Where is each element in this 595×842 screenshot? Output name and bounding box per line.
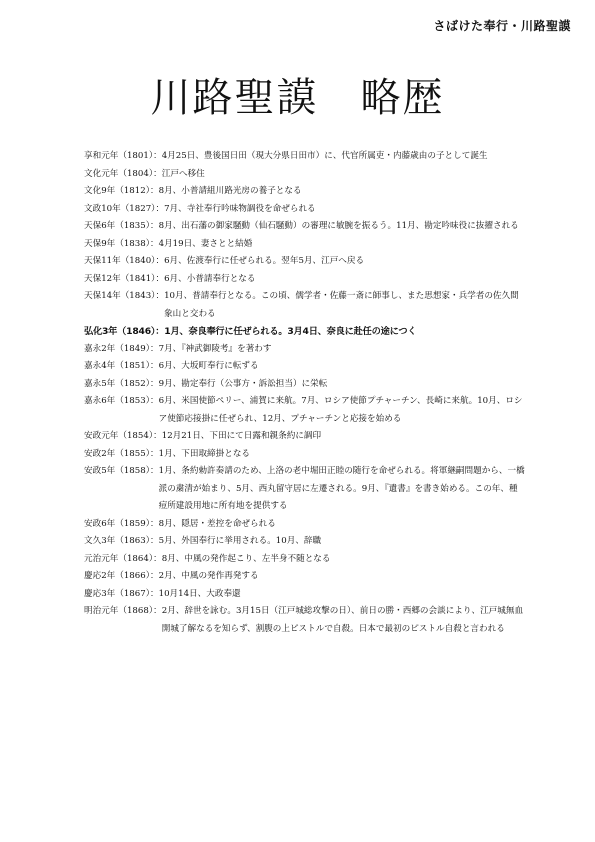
entry-era: 安政元年（1854）： xyxy=(84,431,162,441)
timeline-list xyxy=(84,148,526,638)
entry-description: 4月19日、妻さとと結婚 xyxy=(158,238,253,249)
entry-era: 文化元年（1804）： xyxy=(84,168,162,179)
timeline-entry xyxy=(84,148,526,166)
timeline-entry xyxy=(84,428,526,446)
timeline-entry xyxy=(84,358,526,376)
entry-description: 1月、条約勅許奏請のため、上洛の老中堀田正睦の随行を命ぜられる。将軍継嗣問題から、一橋派の粛清が始まり、5月、西丸留守居に左遷される。9月、『遺書』を書き始める。この年、種痘所建設用地に所有地を提供する xyxy=(158,466,525,511)
entry-era: 慶応2年（1866）： xyxy=(84,571,159,581)
entry-description: 2月、辞世を詠む。3月15日（江戸城総攻撃の日）、前日の勝・西郷の会談により、江戸城無血開城了解なるを知らず、割腹の上ピストルで自殺。日本で最初のピストル自殺と言われる xyxy=(161,606,524,634)
entry-era: 文久3年（1863）： xyxy=(84,536,159,546)
timeline-entry xyxy=(84,516,526,534)
timeline-entry xyxy=(84,446,526,464)
entry-description: 8月、出石藩の御家騒動（仙石騒動）の審理に敏腕を振るう。11月、勘定吟味役に抜擢される xyxy=(158,221,519,231)
timeline-entry xyxy=(84,463,526,516)
timeline-entry xyxy=(84,568,526,586)
entry-era: 天保12年（1841）： xyxy=(84,273,165,284)
entry-description: 12月21日、下田にて日露和親条約に調印 xyxy=(161,431,322,441)
entry-era: 嘉永4年（1851）： xyxy=(84,361,159,371)
timeline-entry xyxy=(84,253,526,271)
timeline-entry xyxy=(84,271,526,289)
entry-description: 6月、佐渡奉行に任ぜられる。翌年5月、江戸へ戻る xyxy=(164,256,365,266)
timeline-entry xyxy=(84,288,526,323)
entry-era: 天保9年（1838）： xyxy=(84,238,159,249)
timeline-entry xyxy=(84,341,526,359)
entry-description: 10月、普請奉行となる。この頃、儒学者・佐藤一斎に師事し、また思想家・兵学者の佐久間象山と交わる xyxy=(164,291,519,319)
entry-description: 6月、小普請奉行となる xyxy=(164,273,256,284)
entry-description: 6月、米国使節ペリー、浦賀に来航。7月、ロシア使節プチャーチン、長崎に来航。10月、ロシア使節応接掛に任ぜられ、12月、プチャーチンと応接を始める xyxy=(158,396,523,424)
entry-description: 9月、勘定奉行（公事方・訴訟担当）に栄転 xyxy=(158,378,328,389)
entry-era: 文政10年（1827）： xyxy=(84,203,165,214)
timeline-entry xyxy=(84,393,526,428)
entry-era: 明治元年（1868）： xyxy=(84,606,162,616)
entry-era: 安政6年（1859）： xyxy=(84,518,159,529)
entry-era: 嘉永5年（1852）： xyxy=(84,378,159,389)
entry-description: 8月、隠居・差控を命ぜられる xyxy=(158,518,276,529)
entry-description: 10月14日、大政奉還 xyxy=(158,588,241,599)
entry-era: 天保6年（1835）： xyxy=(84,221,159,231)
timeline-entry xyxy=(84,533,526,551)
entry-era: 天保14年（1843）： xyxy=(84,291,165,301)
entry-era: 慶応3年（1867）： xyxy=(84,588,159,599)
header-logo: さばけた奉行・川路聖謨 xyxy=(433,19,571,33)
entry-era: 天保11年（1840）： xyxy=(84,256,165,266)
entry-description: 7月、寺社奉行吟味物調役を命ぜられる xyxy=(164,203,316,214)
entry-description: 7月、『神武御陵考』を著わす xyxy=(158,343,272,354)
timeline-entry xyxy=(84,551,526,569)
entry-era: 文化9年（1812）： xyxy=(84,186,159,196)
entry-description: 2月、中風の発作再発する xyxy=(158,571,259,581)
entry-description: 6月、大坂町奉行に転ずる xyxy=(158,361,259,371)
timeline-entry-highlight xyxy=(84,323,526,341)
entry-era: 元治元年（1864）： xyxy=(84,553,162,564)
entry-era: 安政5年（1858）： xyxy=(84,466,159,476)
timeline-entry xyxy=(84,376,526,394)
entry-era: 弘化3年（1846）： xyxy=(84,326,165,337)
entry-description: 1月、奈良奉行に任ぜられる。3月4日、奈良に赴任の途につく xyxy=(164,326,417,337)
timeline-entry xyxy=(84,201,526,219)
entry-era: 享和元年（1801）： xyxy=(84,151,162,161)
entry-description: 8月、中風の発作起こり、左半身不随となる xyxy=(161,553,331,564)
entry-era: 嘉永2年（1849）： xyxy=(84,343,159,354)
timeline-entry xyxy=(84,236,526,254)
entry-era: 安政2年（1855）： xyxy=(84,448,159,459)
timeline-entry xyxy=(84,218,526,236)
entry-description: 4月25日、豊後国日田（現大分県日田市）に、代官所属吏・内藤歳由の子として誕生 xyxy=(161,151,488,161)
entry-description: 5月、外国奉行に挙用される。10月、辞職 xyxy=(158,536,322,546)
entry-description: 1月、下田取締掛となる xyxy=(158,448,251,459)
timeline-entry xyxy=(84,183,526,201)
entry-description: 8月、小普請組川路光房の養子となる xyxy=(158,186,302,196)
timeline-entry xyxy=(84,603,526,638)
timeline-entry xyxy=(84,166,526,184)
page-title: 川路聖謨 略歴 xyxy=(150,75,445,121)
timeline-entry xyxy=(84,586,526,604)
entry-era: 嘉永6年（1853）： xyxy=(84,396,159,406)
entry-description: 江戸へ移住 xyxy=(161,168,205,179)
